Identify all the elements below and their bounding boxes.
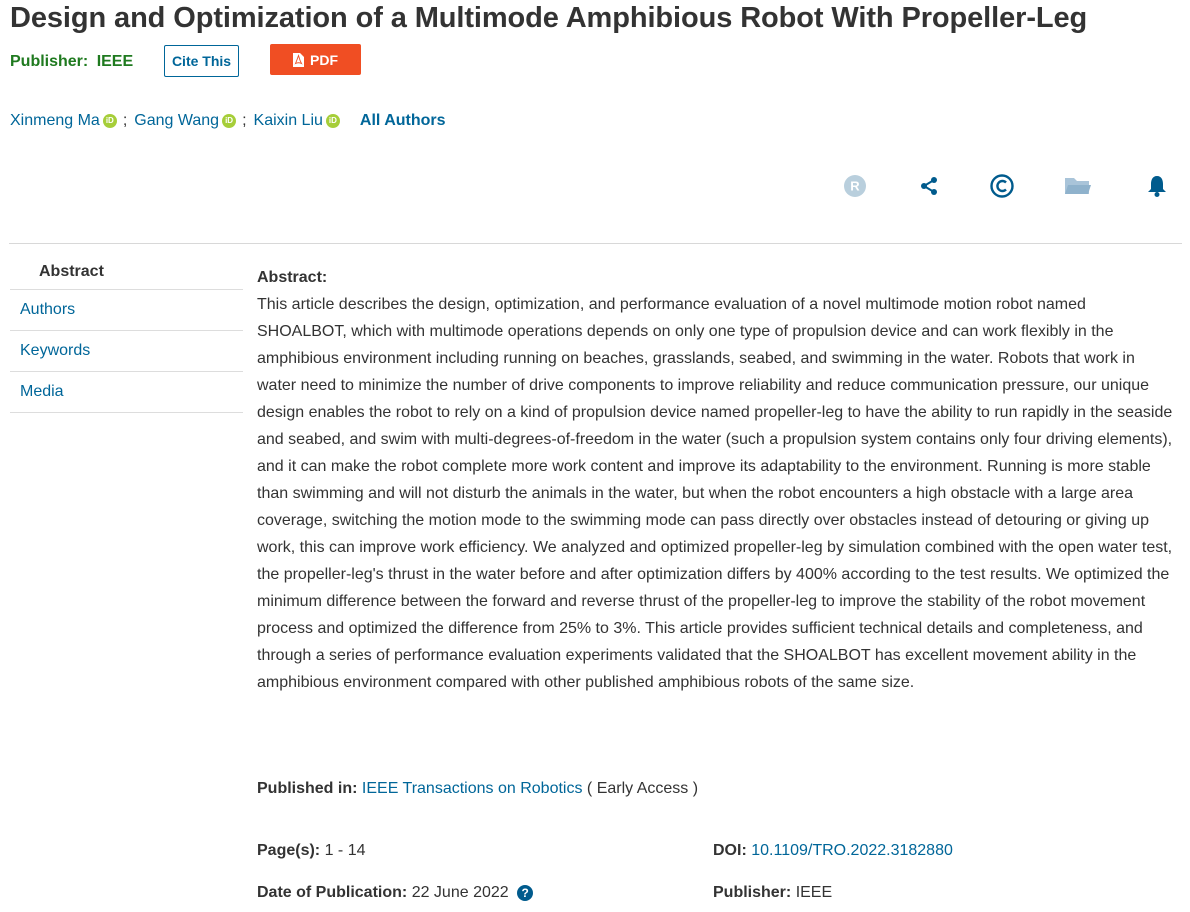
all-authors-link[interactable]: All Authors	[359, 112, 446, 129]
published-in	[257, 780, 698, 798]
doi-link[interactable]: 10.1109/TRO.2022.3182880	[751, 842, 953, 859]
section-nav	[10, 256, 243, 413]
doi-label: DOI:	[713, 842, 747, 859]
abstract-section	[257, 264, 1177, 696]
abstract-text: This article describes the design, optimization, and performance evaluation of a novel multimode motion robot named SHOALBOT, which with multimode operations depends on only one type of propulsion device and can work flexibly in the amphibious environment including running on beaches, grasslands, seabed, and swimming in the water. Robots that work in water need to minimize the number of drive components to improve reliability and reduce communication pressure, our unique design enables the robot to rely on a kind of propulsion device named propeller-leg to have the ability to run rapidly in the seaside and seabed, and swim with multi-degrees-of-freedom in the water (such a propulsion system contains only four driving elements), and it can make the robot complete more work content and improve its adaptability to the environment. Running is more stable than swimming and will not disturb the animals in the water, but when the robot encounters a high obstacle with a large area coverage, switching the motion mode to the swimming mode can pass directly over obstacles instead of detouring or giving up work, this can improve work efficiency. We analyzed and optimized propeller-leg by simulation combined with the open water test, the propeller-leg's thrust in the water before and after optimization differs by 400% according to the test results. We optimized the minimum difference between the forward and reverse thrust of the propeller-leg to improve the stability of the robot movement process and optimized the difference from 25% to 3%. This article provides sufficient technical details and completeness, and through a series of performance evaluation experiments validated that the SHOALBOT has excellent movement ability in the amphibious environment compared with other published amphibious robots of the same size.	[257, 296, 1173, 691]
nav-item-abstract[interactable]: Abstract	[10, 256, 243, 290]
orcid-icon[interactable]: iD	[103, 114, 117, 128]
date-label: Date of Publication:	[257, 884, 408, 901]
pages-field	[257, 842, 366, 860]
journal-link[interactable]: IEEE Transactions on Robotics	[361, 780, 583, 797]
date-value: 22 June 2022	[411, 884, 509, 901]
copyright-icon[interactable]	[988, 172, 1016, 200]
abstract-heading: Abstract:	[257, 269, 328, 286]
author-separator: ;	[122, 112, 128, 129]
publisher-field	[713, 884, 832, 902]
help-icon[interactable]: ?	[517, 885, 533, 901]
rights-icon[interactable]	[841, 172, 869, 200]
author-link[interactable]: Xinmeng Ma	[10, 112, 100, 129]
bell-icon[interactable]	[1143, 172, 1171, 200]
author-link[interactable]: Gang Wang	[134, 112, 220, 129]
meta-publisher-value: IEEE	[795, 884, 833, 901]
pdf-button[interactable]	[270, 44, 361, 75]
svg-text:R: R	[850, 178, 860, 194]
pdf-icon	[293, 53, 304, 67]
author-link[interactable]: Kaixin Liu	[253, 112, 323, 129]
date-field	[257, 884, 533, 902]
pdf-label: PDF	[310, 51, 338, 68]
published-in-label: Published in:	[257, 780, 358, 797]
publisher-value: IEEE	[96, 53, 134, 70]
orcid-icon[interactable]: iD	[222, 114, 236, 128]
share-icon[interactable]	[915, 172, 943, 200]
pages-value: 1 - 14	[324, 842, 366, 859]
doi-field	[713, 842, 953, 860]
author-separator: ;	[242, 112, 247, 129]
pages-label: Page(s):	[257, 842, 321, 859]
orcid-icon[interactable]: iD	[326, 114, 340, 128]
cite-this-button[interactable]: Cite This	[164, 45, 239, 77]
author-list	[10, 112, 446, 130]
publisher-line	[10, 53, 133, 71]
divider	[9, 243, 1182, 244]
early-access: ( Early Access )	[586, 780, 699, 797]
nav-item-authors[interactable]: Authors	[10, 290, 243, 331]
publisher-label: Publisher:	[10, 53, 89, 70]
nav-item-keywords[interactable]: Keywords	[10, 331, 243, 372]
meta-publisher-label: Publisher:	[713, 884, 792, 901]
page-title: Design and Optimization of a Multimode Amphibious Robot With Propeller-Leg	[10, 2, 1088, 34]
folder-icon[interactable]	[1064, 172, 1092, 200]
nav-item-media[interactable]: Media	[10, 372, 243, 413]
